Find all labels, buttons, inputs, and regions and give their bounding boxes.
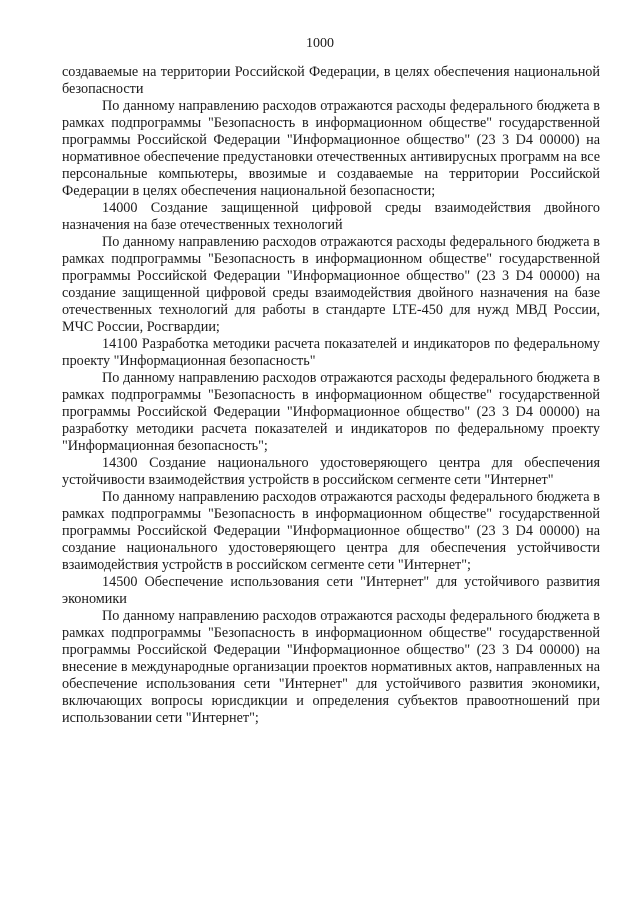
paragraph-expense-description: По данному направлению расходов отражаются расходы федерального бюджета в рамках подпрограммы "Безопасность в информационном обществе" государственной программы Российской Федерации "Информационное общество" (23 3 D4 00000) на нормативное обеспечение предустановки отечественных антивирусных программ на все персональные компьютеры, ввозимые и создаваемые на территории Российской Федерации в целях обеспечения национальной безопасности; bbox=[62, 98, 600, 199]
paragraph-expense-description: По данному направлению расходов отражаются расходы федерального бюджета в рамках подпрограммы "Безопасность в информационном обществе" государственной программы Российской Федерации "Информационное общество" (23 3 D4 00000) на создание национального удостоверяющего центра для обеспечения устойчивости взаимодействия устройств в российском сегменте сети "Интернет"; bbox=[62, 489, 600, 573]
document-body bbox=[62, 64, 600, 727]
paragraph-item-heading-14300: 14300 Создание национального удостоверяющего центра для обеспечения устойчивости взаимодействия устройств в российском сегменте сети "Интернет" bbox=[62, 455, 600, 488]
paragraph-item-heading-14500: 14500 Обеспечение использования сети "Интернет" для устойчивого развития экономики bbox=[62, 574, 600, 607]
paragraph-expense-description: По данному направлению расходов отражаются расходы федерального бюджета в рамках подпрограммы "Безопасность в информационном обществе" государственной программы Российской Федерации "Информационное общество" (23 3 D4 00000) на разработку методики расчета показателей и индикаторов по федеральному проекту "Информационная безопасность"; bbox=[62, 370, 600, 454]
paragraph-item-heading-14000: 14000 Создание защищенной цифровой среды взаимодействия двойного назначения на базе отечественных технологий bbox=[62, 200, 600, 233]
paragraph-item-heading-14100: 14100 Разработка методики расчета показателей и индикаторов по федеральному проекту "Информационная безопасность" bbox=[62, 336, 600, 369]
page-number: 1000 bbox=[306, 36, 334, 51]
paragraph-expense-description: По данному направлению расходов отражаются расходы федерального бюджета в рамках подпрограммы "Безопасность в информационном обществе" государственной программы Российской Федерации "Информационное общество" (23 3 D4 00000) на создание защищенной цифровой среды взаимодействия двойного назначения на базе отечественных технологий для работы в стандарте LTE-450 для нужд МВД России, МЧС России, Росгвардии; bbox=[62, 234, 600, 335]
paragraph-expense-description: По данному направлению расходов отражаются расходы федерального бюджета в рамках подпрограммы "Безопасность в информационном обществе" государственной программы Российской Федерации "Информационное общество" (23 3 D4 00000) на внесение в международные организации проектов нормативных актов, направленных на обеспечение использования сети "Интернет" для устойчивого развития экономики, включающих вопросы юрисдикции и определения субъектов правоотношений при использовании сети "Интернет"; bbox=[62, 608, 600, 726]
paragraph-continuation: создаваемые на территории Российской Федерации, в целях обеспечения национальной безопасности bbox=[62, 64, 600, 97]
